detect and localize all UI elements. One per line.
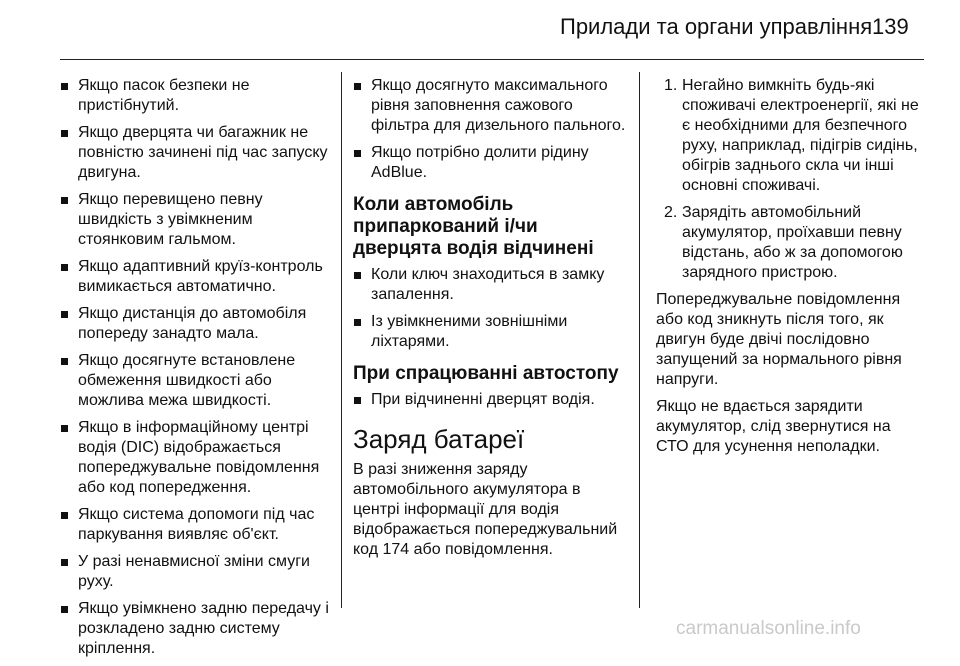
step-text: Негайно вимкніть будь-які споживачі електроенергії, які не є необхідними для безпечного руху, наприклад, підігрів сидінь, обігрів заднього скла чи інші основні споживачі. (682, 77, 919, 194)
section-heading-autostop: При спрацюванні автостопу (353, 363, 619, 384)
page-number: 139 (872, 14, 909, 39)
column-left (60, 76, 338, 666)
column-divider-right (639, 72, 640, 608)
list-item: Із увімкненими зовнішніми ліхтарями. (353, 312, 626, 352)
section-heading-parked: Коли автомобіль припаркований і/чи дверцята водія відчинені (353, 194, 594, 259)
list-item: Якщо дверцята чи багажник не повністю зачинені під час запуску двигуна. (60, 123, 338, 183)
list-item: Якщо система допомоги під час паркування виявляє об'єкт. (60, 505, 338, 545)
service-paragraph: Якщо не вдається зарядити акумулятор, слід звернутися на СТО для усунення неполадки. (656, 398, 891, 455)
message-clear-paragraph: Попереджувальне повідомлення або код зникнуть після того, як двигун буде двічі послідовно запущений за нормального рівня напруги. (656, 291, 902, 388)
list-item: Якщо досягнуте встановлене обмеження швидкості або можлива межа швидкості. (60, 351, 338, 411)
watermark: carmanualsonline.info (676, 618, 861, 639)
list-item: Якщо пасок безпеки не пристібнутий. (60, 76, 338, 116)
list-item: Якщо адаптивний круїз-контроль вимикається автоматично. (60, 257, 338, 297)
step-number: 2. (664, 204, 678, 221)
parked-conditions-list (353, 265, 626, 352)
step-item (656, 76, 926, 196)
section-heading-battery: Заряд батареї (353, 424, 525, 454)
list-item: Якщо перевищено певну швидкість з увімкненим стоянковим гальмом. (60, 190, 338, 250)
page-title: Прилади та органи управління (560, 14, 873, 39)
column-middle (353, 76, 626, 567)
step-number: 1. (664, 77, 678, 94)
battery-steps-list (656, 76, 926, 283)
list-item: Коли ключ знаходиться в замку запалення. (353, 265, 626, 305)
warning-conditions-list-continued (353, 76, 626, 183)
header-divider (60, 59, 924, 60)
autostop-conditions-list (353, 390, 626, 410)
step-text: Зарядіть автомобільний акумулятор, проїхавши певну відстань, або ж за допомогою зарядного пристрою. (682, 204, 903, 281)
list-item: При відчиненні дверцят водія. (353, 390, 626, 410)
column-divider-left (341, 72, 342, 608)
warning-conditions-list (60, 76, 338, 659)
battery-paragraph: В разі зниження заряду автомобільного акумулятора в центрі інформації для водія відображається попереджувальний код 174 або повідомлення. (353, 461, 618, 558)
list-item: Якщо увімкнено задню передачу і розкладено задню систему кріплення. (60, 599, 338, 659)
list-item: Якщо досягнуто максимального рівня заповнення сажового фільтра для дизельного пального. (353, 76, 626, 136)
step-item (656, 203, 926, 283)
list-item: Якщо в інформаційному центрі водія (DIC) відображається попереджувальне повідомлення або код попередження. (60, 418, 338, 498)
list-item: Якщо потрібно долити рідину AdBlue. (353, 143, 626, 183)
column-right (656, 76, 926, 464)
list-item: Якщо дистанція до автомобіля попереду занадто мала. (60, 304, 338, 344)
list-item: У разі ненавмисної зміни смуги руху. (60, 552, 338, 592)
